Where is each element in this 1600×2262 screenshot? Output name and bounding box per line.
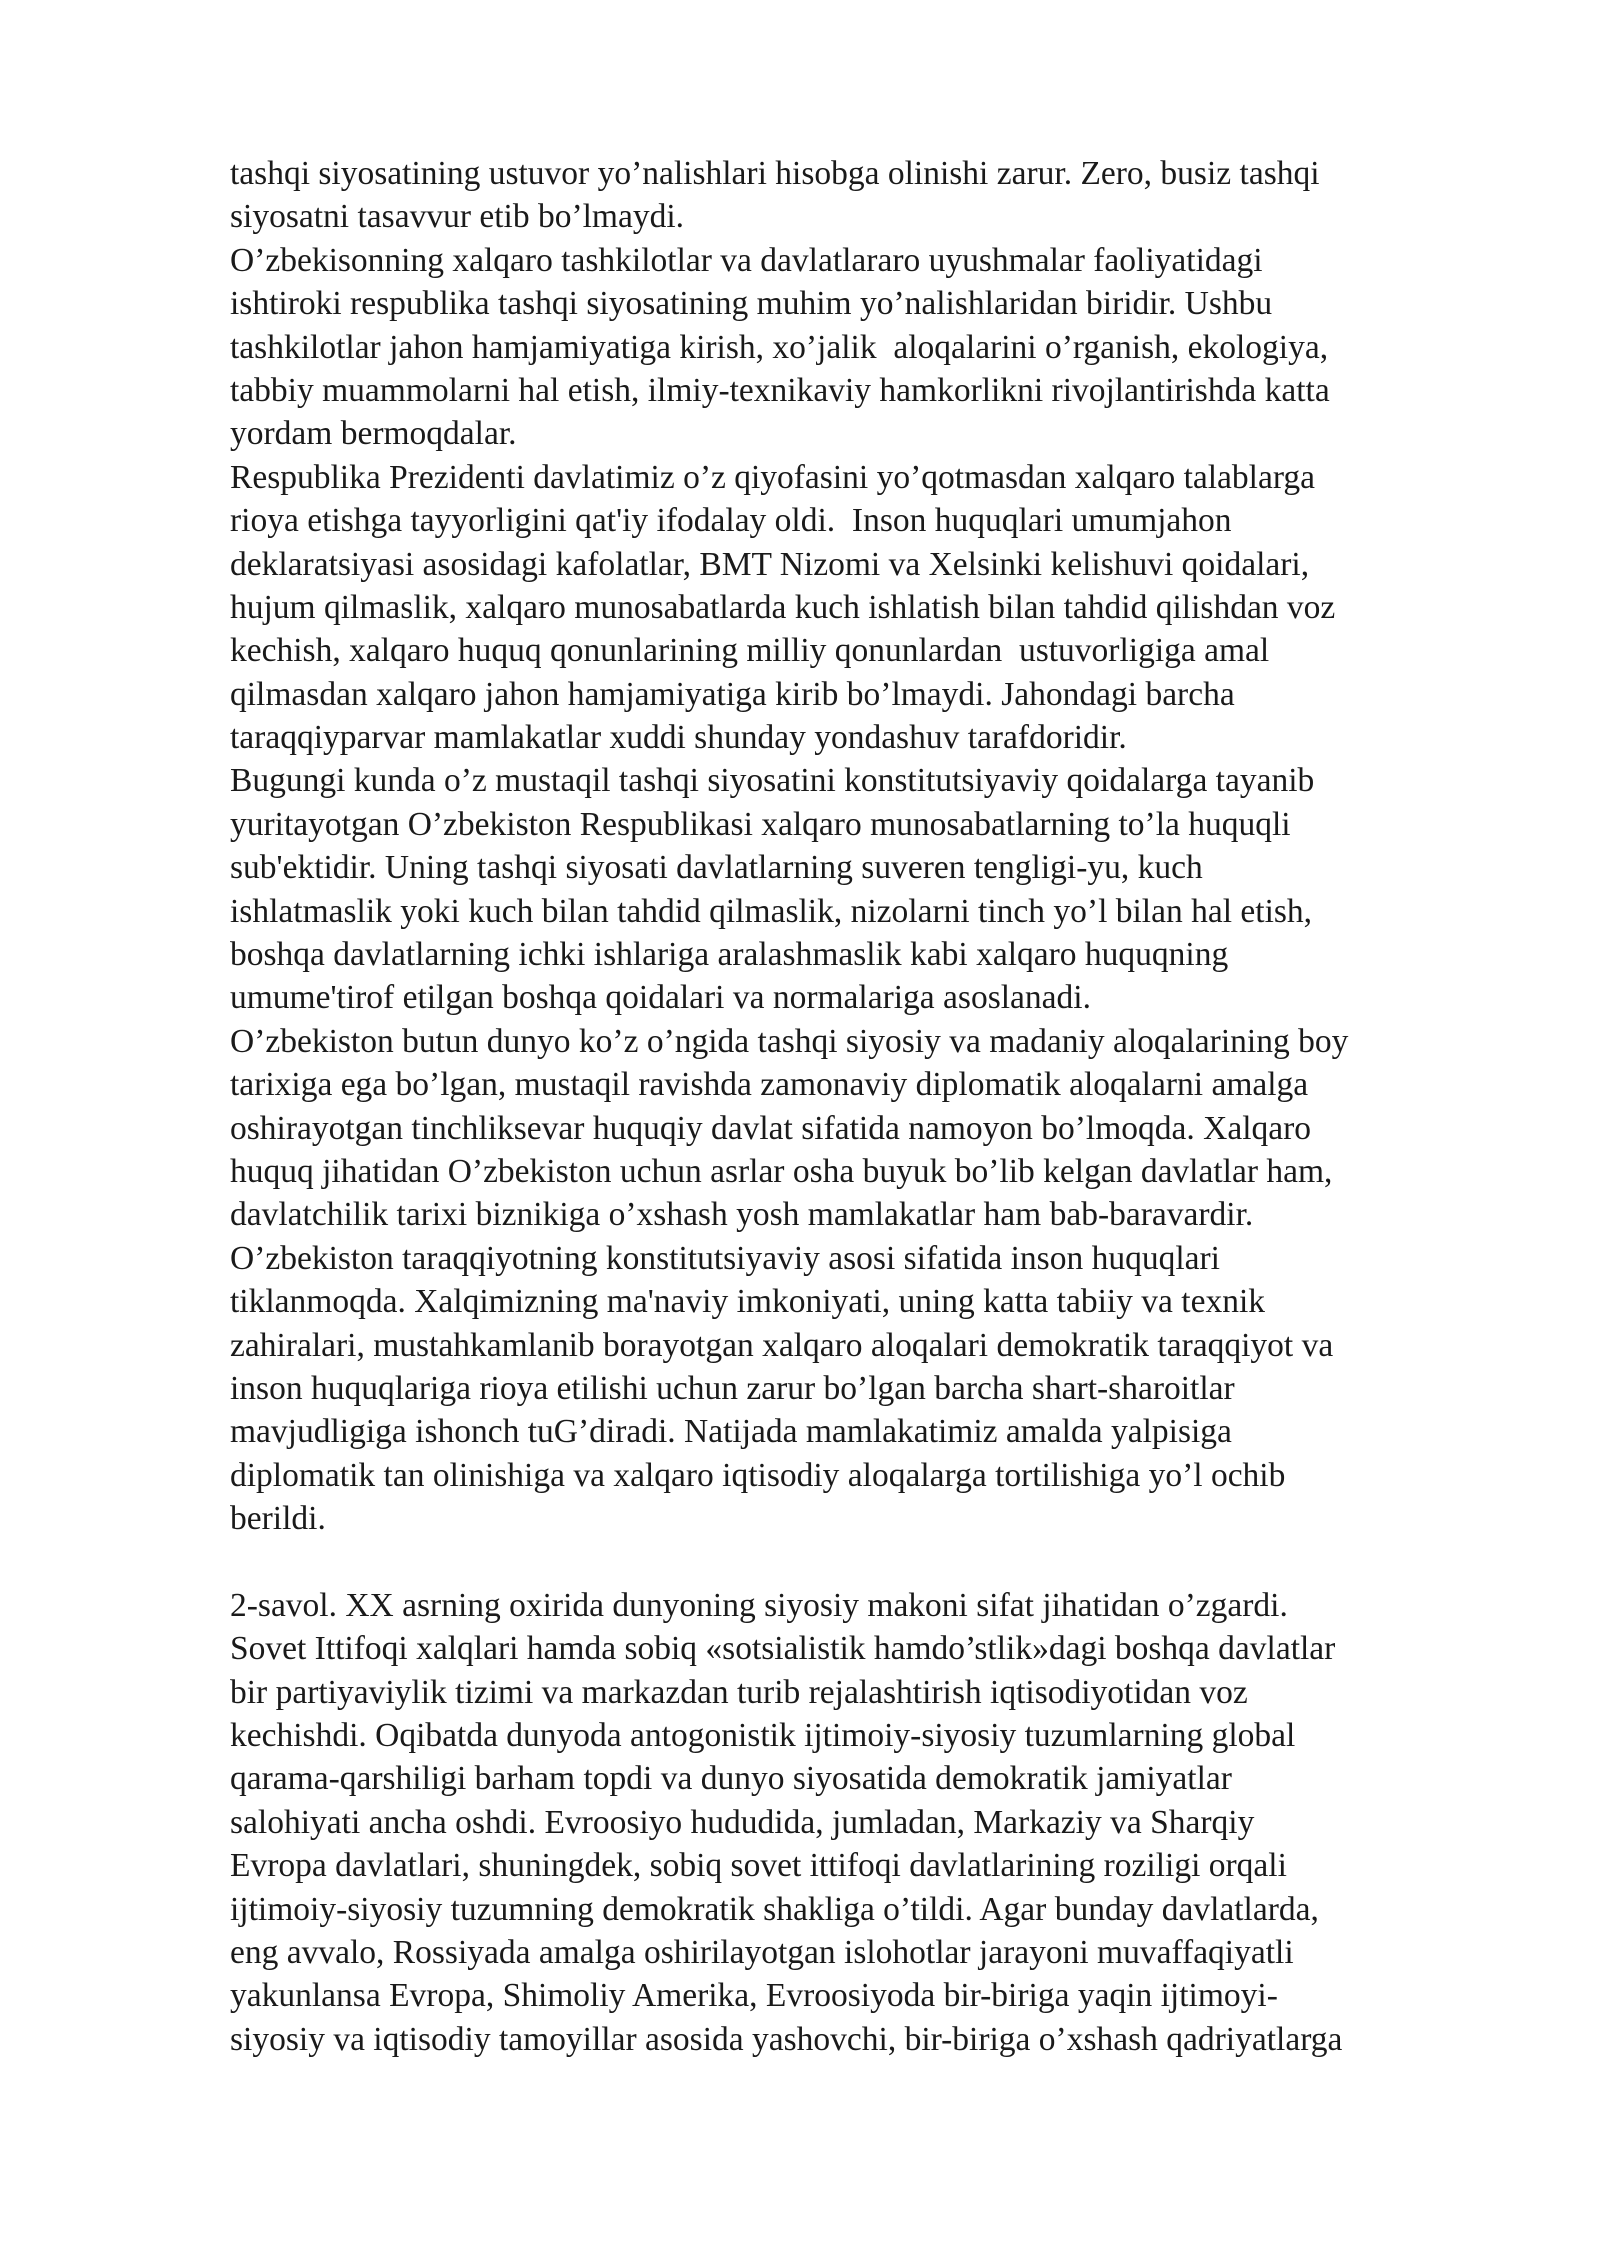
text-line: qarama-qarshiligi barham topdi va dunyo siyosatida demokratik jamiyatlar	[230, 1760, 1232, 1798]
text-line: eng avvalo, Rossiyada amalga oshirilayotgan islohotlar jarayoni muvaffaqiyatli	[230, 1934, 1294, 1972]
text-line: kechish, xalqaro huquq qonunlarining milliy qonunlardan ustuvorligiga amal	[230, 632, 1270, 670]
text-line: salohiyati ancha oshdi. Evroosiyo hududida, jumladan, Markaziy va Sharqiy	[230, 1803, 1255, 1841]
text-line: tabbiy muammolarni hal etish, ilmiy-texnikaviy hamkorlikni rivojlantirishda katta	[230, 371, 1330, 409]
text-line: Sovet Ittifoqi xalqlari hamda sobiq «sotsialistik hamdo’stlik»dagi boshqa davlatlar	[230, 1630, 1336, 1668]
text-line: deklaratsiyasi asosidagi kafolatlar, BMT Nizomi va Xelsinki kelishuvi qoidalari,	[230, 545, 1310, 583]
text-line: O’zbekiston taraqqiyotning konstitutsiyaviy asosi sifatida inson huquqlari	[230, 1239, 1220, 1277]
text-line: oshirayotgan tinchliksevar huquqiy davlat sifatida namoyon bo’lmoqda. Xalqaro	[230, 1109, 1312, 1147]
text-line: kechishdi. Oqibatda dunyoda antogonistik ijtimoiy-siyosiy tuzumlarning global	[230, 1717, 1296, 1755]
text-line: huquq jihatidan O’zbekiston uchun asrlar osha buyuk bo’lib kelgan davlatlar ham,	[230, 1152, 1333, 1190]
text-line: yordam bermoqdalar.	[230, 415, 517, 453]
paragraph	[230, 239, 1530, 456]
text-line: davlatchilik tarixi biznikiga o’xshash yosh mamlakatlar ham bab-baravardir.	[230, 1196, 1254, 1234]
text-line: ishtiroki respublika tashqi siyosatining muhim yo’nalishlaridan biridir. Ushbu	[230, 285, 1273, 323]
text-line: ishlatmaslik yoki kuch bilan tahdid qilmaslik, nizolarni tinch yo’l bilan hal etish,	[230, 892, 1313, 930]
text-line: 2-savol. XX asrning oxirida dunyoning siyosiy makoni sifat jihatidan o’zgardi.	[230, 1586, 1288, 1624]
text-line: Respublika Prezidenti davlatimiz o’z qiyofasini yo’qotmasdan xalqaro talablarga	[230, 458, 1316, 496]
paragraph	[230, 1584, 1530, 2061]
text-line: rioya etishga tayyorligini qat'iy ifodalay oldi. Inson huquqlari umumjahon	[230, 502, 1232, 540]
paragraph	[230, 1020, 1530, 1541]
text-line: tashkilotlar jahon hamjamiyatiga kirish, xo’jalik aloqalarini o’rganish, ekologiya,	[230, 328, 1329, 366]
paragraph	[230, 152, 1530, 239]
text-line: tarixiga ega bo’lgan, mustaqil ravishda zamonaviy diplomatik aloqalarni amalga	[230, 1066, 1309, 1104]
text-line: bir partiyaviylik tizimi va markazdan turib rejalashtirish iqtisodiyotidan voz	[230, 1673, 1248, 1711]
text-line: hujum qilmaslik, xalqaro munosabatlarda kuch ishlatish bilan tahdid qilishdan voz	[230, 588, 1336, 626]
text-line: umume'tirof etilgan boshqa qoidalari va normalariga asoslanadi.	[230, 979, 1091, 1017]
text-line: sub'ektidir. Uning tashqi siyosati davlatlarning suveren tengligi-yu, kuch	[230, 849, 1203, 887]
text-line: zahiralari, mustahkamlanib borayotgan xalqaro aloqalari demokratik taraqqiyot va	[230, 1326, 1334, 1364]
paragraph-spacer	[230, 1541, 1530, 1584]
paragraph	[230, 456, 1530, 760]
text-line: siyosiy va iqtisodiy tamoyillar asosida yashovchi, bir-biriga o’xshash qadriyatlarga	[230, 2020, 1343, 2058]
text-line: inson huquqlariga rioya etilishi uchun zarur bo’lgan barcha shart-sharoitlar	[230, 1369, 1235, 1407]
text-line: tiklanmoqda. Xalqimizning ma'naviy imkoniyati, uning katta tabiiy va texnik	[230, 1283, 1266, 1321]
text-line: O’zbekiston butun dunyo ko’z o’ngida tashqi siyosiy va madaniy aloqalarining boy	[230, 1022, 1349, 1060]
text-line: yuritayotgan O’zbekiston Respublikasi xalqaro munosabatlarning to’la huquqli	[230, 805, 1291, 843]
text-line: O’zbekisonning xalqaro tashkilotlar va davlatlararo uyushmalar faoliyatidagi	[230, 241, 1263, 279]
text-line: mavjudligiga ishonch tuG’diradi. Natijada mamlakatimiz amalda yalpisiga	[230, 1413, 1232, 1451]
paragraph	[230, 759, 1530, 1019]
text-line: siyosatni tasavvur etib bo’lmaydi.	[230, 198, 685, 236]
text-line: Evropa davlatlari, shuningdek, sobiq sovet ittifoqi davlatlarining roziligi orqali	[230, 1847, 1287, 1885]
text-line: tashqi siyosatining ustuvor yo’nalishlari hisobga olinishi zarur. Zero, busiz tashqi	[230, 155, 1320, 192]
text-line: taraqqiyparvar mamlakatlar xuddi shunday yondashuv tarafdoridir.	[230, 719, 1127, 757]
text-line: diplomatik tan olinishiga va xalqaro iqtisodiy aloqalarga tortilishiga yo’l ochib	[230, 1456, 1286, 1494]
text-line: yakunlansa Evropa, Shimoliy Amerika, Evroosiyoda bir-biriga yaqin ijtimoyi-	[230, 1977, 1278, 2015]
text-line: berildi.	[230, 1500, 326, 1538]
text-line: boshqa davlatlarning ichki ishlariga aralashmaslik kabi xalqaro huquqning	[230, 936, 1229, 974]
text-line: ijtimoiy-siyosiy tuzumning demokratik shakliga o’tildi. Agar bunday davlatlarda,	[230, 1890, 1319, 1928]
text-line: qilmasdan xalqaro jahon hamjamiyatiga kirib bo’lmaydi. Jahondagi barcha	[230, 675, 1235, 713]
document-body	[230, 152, 1530, 2061]
text-line: Bugungi kunda o’z mustaqil tashqi siyosatini konstitutsiyaviy qoidalarga tayanib	[230, 762, 1315, 800]
